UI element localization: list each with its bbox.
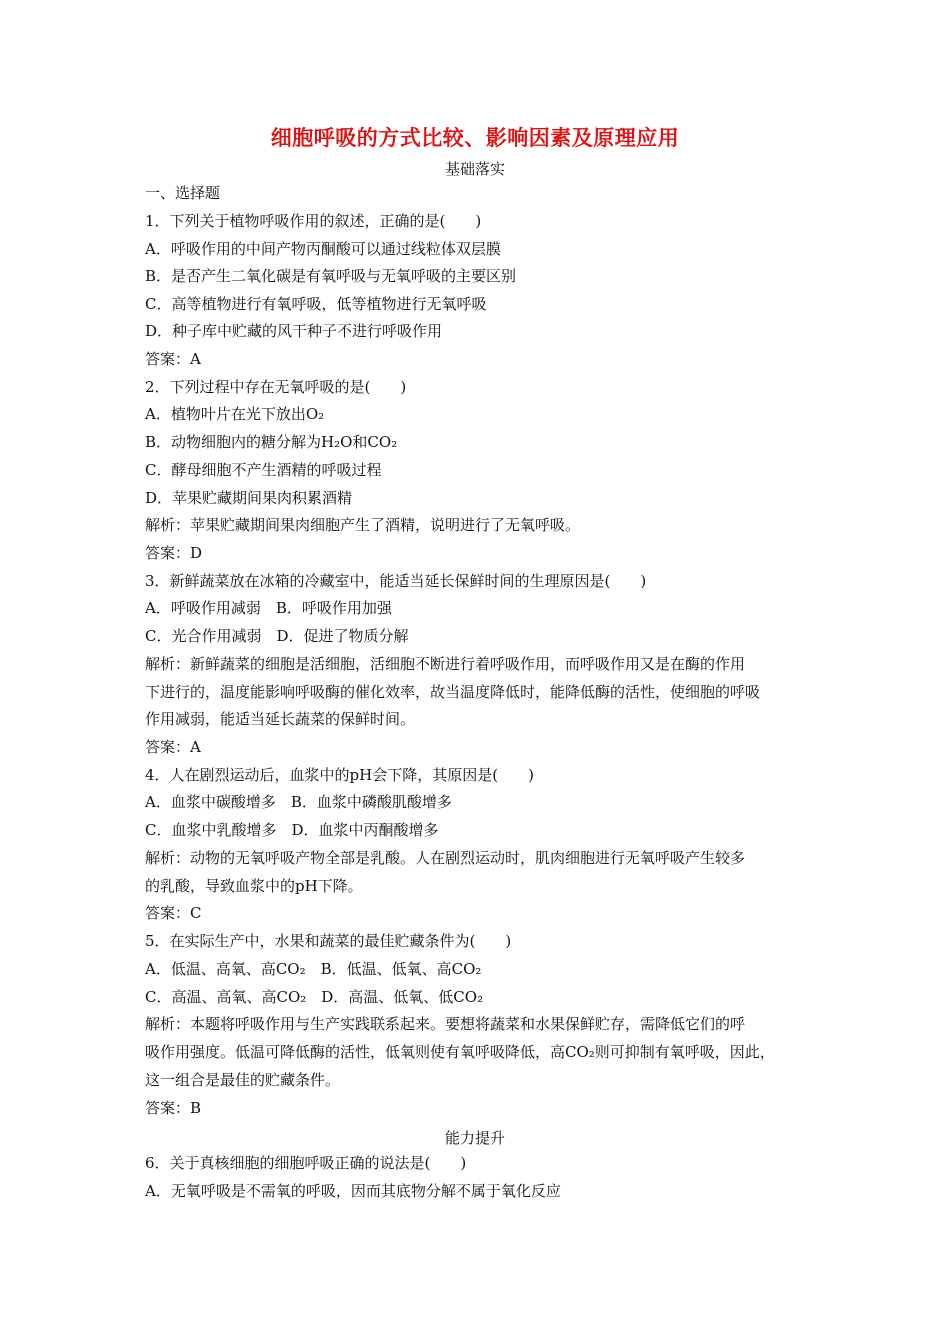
option-line: A．呼吸作用的中间产物丙酮酸可以通过线粒体双层膜 [145, 240, 501, 258]
answer-line: 答案：D [145, 544, 203, 562]
answer-line: 答案：C [145, 904, 202, 922]
section-heading-advanced: 能力提升 [444, 1129, 505, 1147]
option-line: A．低温、高氧、高CO₂ B．低温、低氧、高CO₂ [145, 960, 482, 978]
question-3: 3．新鲜蔬菜放在冰箱的冷藏室中，能适当延长保鲜时间的生理原因是( ) [145, 572, 647, 590]
explanation-line: 作用减弱，能适当延长蔬菜的保鲜时间。 [145, 710, 416, 728]
option-line: C．酵母细胞不产生酒精的呼吸过程 [145, 461, 382, 479]
option-line: C．光合作用减弱 D．促进了物质分解 [145, 627, 409, 645]
option-line: A．无氧呼吸是不需氧的呼吸，因而其底物分解不属于氧化反应 [145, 1182, 561, 1200]
option-line: B．动物细胞内的糖分解为H₂O和CO₂ [145, 433, 398, 451]
answer-line: 答案：A [145, 738, 201, 756]
answer-line: 答案：A [145, 350, 201, 368]
answer-line: 答案：B [145, 1099, 202, 1117]
question-5: 5．在实际生产中，水果和蔬菜的最佳贮藏条件为( ) [145, 932, 512, 950]
option-line: C．高等植物进行有氧呼吸，低等植物进行无氧呼吸 [145, 295, 487, 313]
explanation-line: 这一组合是最佳的贮藏条件。 [145, 1071, 341, 1089]
explanation-line: 解析：动物的无氧呼吸产物全部是乳酸。人在剧烈运动时，肌肉细胞进行无氧呼吸产生较多 [145, 849, 746, 867]
question-4: 4．人在剧烈运动后，血浆中的pH会下降，其原因是( ) [145, 766, 534, 784]
option-line: D．苹果贮藏期间果肉积累酒精 [145, 489, 353, 507]
explanation-line: 吸作用强度。低温可降低酶的活性，低氧则使有氧呼吸降低，高CO₂则可抑制有氧呼吸，因此， [145, 1043, 775, 1061]
option-line: A．呼吸作用减弱 B．呼吸作用加强 [145, 599, 392, 617]
question-2: 2．下列过程中存在无氧呼吸的是( ) [145, 378, 407, 396]
question-1: 1．下列关于植物呼吸作用的叙述，正确的是( ) [145, 212, 482, 230]
option-line: C．血浆中乳酸增多 D．血浆中丙酮酸增多 [145, 821, 439, 839]
option-line: A．血浆中碳酸增多 B．血浆中磷酸肌酸增多 [145, 793, 452, 811]
explanation-line: 下进行的，温度能影响呼吸酶的催化效率，故当温度降低时，能降低酶的活性，使细胞的呼吸 [145, 683, 761, 701]
explanation-line: 解析：苹果贮藏期间果肉细胞产生了酒精，说明进行了无氧呼吸。 [145, 516, 581, 534]
explanation-line: 解析：本题将呼吸作用与生产实践联系起来。要想将蔬菜和水果保鲜贮存，需降低它们的呼 [145, 1015, 746, 1033]
option-line: D．种子库中贮藏的风干种子不进行呼吸作用 [145, 322, 443, 340]
option-line: B．是否产生二氧化碳是有氧呼吸与无氧呼吸的主要区别 [145, 267, 517, 285]
document-title: 细胞呼吸的方式比较、影响因素及原理应用 [270, 125, 680, 150]
explanation-line: 解析：新鲜蔬菜的细胞是活细胞，活细胞不断进行着呼吸作用，而呼吸作用又是在酶的作用 [145, 655, 746, 673]
section-heading-basic: 基础落实 [444, 160, 505, 178]
option-line: A．植物叶片在光下放出O₂ [145, 405, 325, 423]
explanation-line: 的乳酸，导致血浆中的pH下降。 [145, 877, 363, 895]
option-line: C．高温、高氧、高CO₂ D．高温、低氧、低CO₂ [145, 988, 484, 1006]
question-6: 6．关于真核细胞的细胞呼吸正确的说法是( ) [145, 1154, 467, 1172]
section-label: 一、选择题 [145, 184, 221, 202]
